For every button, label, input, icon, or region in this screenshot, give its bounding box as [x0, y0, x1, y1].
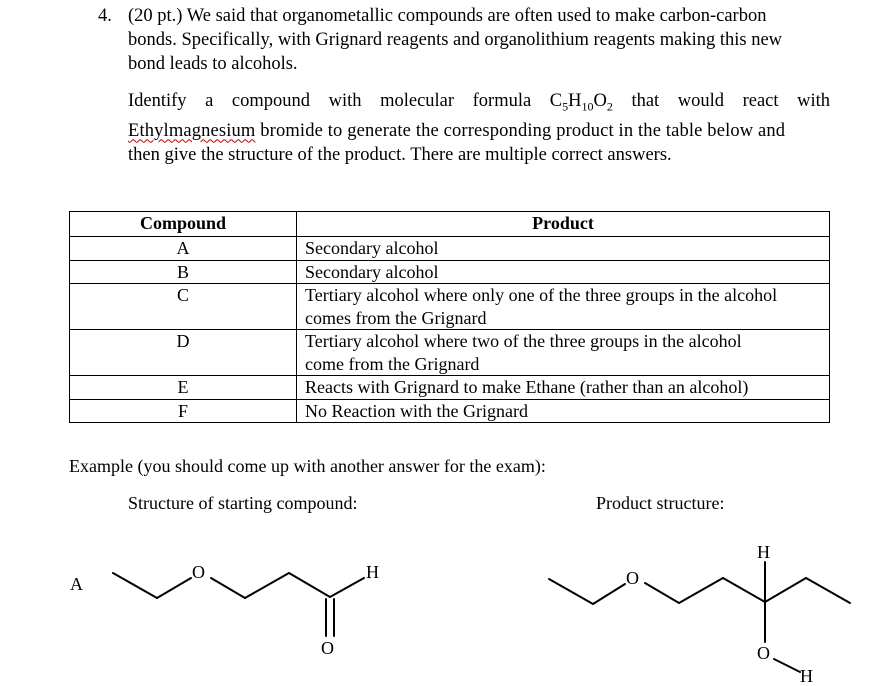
atom-h-top: H: [757, 542, 770, 562]
question-number: 4.: [98, 6, 112, 26]
atom-h-hydroxyl: H: [800, 666, 813, 686]
atom-o-hydroxyl: O: [757, 643, 770, 663]
atom-o-ether-product: O: [626, 568, 639, 588]
instruction-line-1: Identify a compound with molecular formula $C_5H_{10}O_2$ that would react with: [128, 91, 830, 114]
question-line-3: bond leads to alcohols.: [128, 54, 298, 74]
atom-h-aldehyde: H: [366, 562, 379, 582]
cell-product: Tertiary alcohol where only one of the three groups in the alcohol comes from the Grignard: [297, 284, 830, 330]
header-compound: Compound: [70, 212, 297, 237]
example-heading: Example (you should come up with another answer for the exam):: [69, 456, 546, 476]
cell-product: Secondary alcohol: [297, 260, 830, 284]
cell-compound: E: [70, 376, 297, 400]
cell-product: Tertiary alcohol where two of the three groups in the alcohol come from the Grignard: [297, 330, 830, 376]
atom-o-ether: O: [192, 562, 205, 582]
cell-product: Secondary alcohol: [297, 237, 830, 261]
start-structure-label: Structure of starting compound:: [128, 493, 358, 513]
header-product: Product: [297, 212, 830, 237]
question-line-2: bonds. Specifically, with Grignard reagents and organolithium reagents making this new: [128, 30, 783, 50]
instruction-line-2: Ethylmagnesium bromide to generate the corresponding product in the table below and: [128, 120, 786, 141]
atom-o-carbonyl: O: [321, 638, 334, 658]
cell-compound: D: [70, 330, 297, 376]
spelling-flag-word: Ethylmagnesium: [128, 120, 256, 141]
example-row-label: A: [70, 574, 83, 594]
cell-compound: C: [70, 284, 297, 330]
product-structure-label: Product structure:: [596, 493, 725, 513]
cell-product: Reacts with Grignard to make Ethane (rather than an alcohol): [297, 376, 830, 400]
cell-compound: F: [70, 399, 297, 423]
instruction-line-3: then give the structure of the product. There are multiple correct answers.: [128, 144, 672, 165]
cell-product: No Reaction with the Grignard: [297, 399, 830, 423]
question-line-1: (20 pt.) We said that organometallic compounds are often used to make carbon-carbon: [128, 6, 767, 26]
cell-compound: A: [70, 237, 297, 261]
cell-compound: B: [70, 260, 297, 284]
